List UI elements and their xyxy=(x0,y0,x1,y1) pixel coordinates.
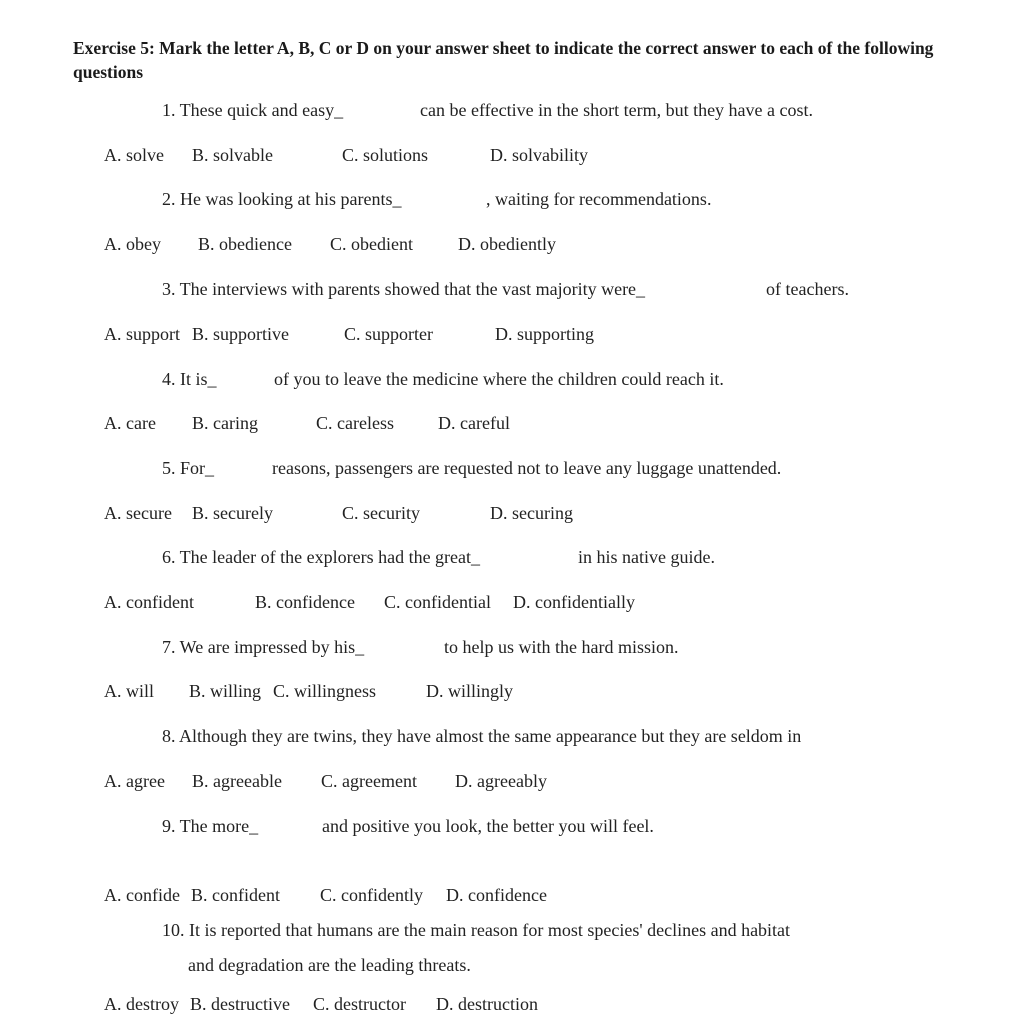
question-10-option-d: D. destruction xyxy=(436,994,538,1014)
question-9-stem-end: and positive you look, the better you will feel. xyxy=(322,816,654,836)
question-4-option-b: B. caring xyxy=(192,413,258,433)
question-2-option-a: A. obey xyxy=(104,234,161,254)
question-8-option-c: C. agreement xyxy=(321,771,417,791)
question-6-option-c: C. confidential xyxy=(384,592,491,612)
question-9-option-c: C. confidently xyxy=(320,885,423,905)
question-3-option-c: C. supporter xyxy=(344,324,433,344)
question-4-option-a: A. care xyxy=(104,413,156,433)
question-3-option-d: D. supporting xyxy=(495,324,594,344)
question-10-option-b: B. destructive xyxy=(190,994,290,1014)
question-9-option-b: B. confident xyxy=(191,885,280,905)
question-7-stem-start: 7. We are impressed by his_ xyxy=(162,637,365,657)
question-10-stem-end: and degradation are the leading threats. xyxy=(188,955,471,975)
question-2-option-c: C. obedient xyxy=(330,234,413,254)
question-5-option-d: D. securing xyxy=(490,503,573,523)
question-1-option-c: C. solutions xyxy=(342,145,429,165)
question-5-stem-start: 5. For_ xyxy=(162,458,215,478)
question-6-stem-start: 6. The leader of the explorers had the great_ xyxy=(162,547,481,567)
question-3-stem-start: 3. The interviews with parents showed that the vast majority were_ xyxy=(162,279,646,299)
question-2-stem-end: , waiting for recommendations. xyxy=(486,189,712,209)
question-1-stem-end: can be effective in the short term, but they have a cost. xyxy=(420,100,814,120)
question-7-stem-end: to help us with the hard mission. xyxy=(444,637,679,657)
question-9-option-a: A. confide xyxy=(104,885,180,905)
question-5-option-a: A. secure xyxy=(104,503,172,523)
exercise-heading: Exercise 5: Mark the letter A, B, C or D on your answer sheet to indicate the correct answer to each of the following questions xyxy=(73,38,934,82)
question-5-stem-end: reasons, passengers are requested not to leave any luggage unattended. xyxy=(272,458,782,478)
question-6-option-a: A. confident xyxy=(104,592,194,612)
question-4-stem-start: 4. It is_ xyxy=(162,369,217,389)
question-4-stem-end: of you to leave the medicine where the children could reach it. xyxy=(274,369,724,389)
question-9-stem-start: 9. The more_ xyxy=(162,816,259,836)
question-5-option-b: B. securely xyxy=(192,503,273,523)
question-7-option-d: D. willingly xyxy=(426,681,514,701)
question-2-stem-start: 2. He was looking at his parents_ xyxy=(162,189,402,209)
question-7-option-b: B. willing xyxy=(189,681,262,701)
question-1-option-a: A. solve xyxy=(104,145,164,165)
question-7-option-c: C. willingness xyxy=(273,681,377,701)
question-1-stem-start: 1. These quick and easy_ xyxy=(162,100,344,120)
question-6-stem-end: in his native guide. xyxy=(578,547,715,567)
question-8-option-b: B. agreeable xyxy=(192,771,282,791)
question-9-option-d: D. confidence xyxy=(446,885,547,905)
question-4-option-d: D. careful xyxy=(438,413,510,433)
question-5-option-c: C. security xyxy=(342,503,420,523)
question-2-option-d: D. obediently xyxy=(458,234,556,254)
question-10-option-a: A. destroy xyxy=(104,994,179,1014)
question-3-option-a: A. support xyxy=(104,324,180,344)
question-6-option-b: B. confidence xyxy=(255,592,355,612)
question-10-stem-start: 10. It is reported that humans are the main reason for most species' declines and habitat xyxy=(162,920,791,940)
question-6-option-d: D. confidentially xyxy=(513,592,635,612)
question-2-option-b: B. obedience xyxy=(198,234,292,254)
question-1-option-d: D. solvability xyxy=(490,145,588,165)
question-1-option-b: B. solvable xyxy=(192,145,273,165)
question-8-stem: 8. Although they are twins, they have almost the same appearance but they are seldom in xyxy=(162,726,802,746)
question-7-option-a: A. will xyxy=(104,681,155,701)
question-3-stem-end: of teachers. xyxy=(766,279,849,299)
question-3-option-b: B. supportive xyxy=(192,324,289,344)
question-10-option-c: C. destructor xyxy=(313,994,406,1014)
question-8-option-a: A. agree xyxy=(104,771,165,791)
question-4-option-c: C. careless xyxy=(316,413,394,433)
question-8-option-d: D. agreeably xyxy=(455,771,547,791)
